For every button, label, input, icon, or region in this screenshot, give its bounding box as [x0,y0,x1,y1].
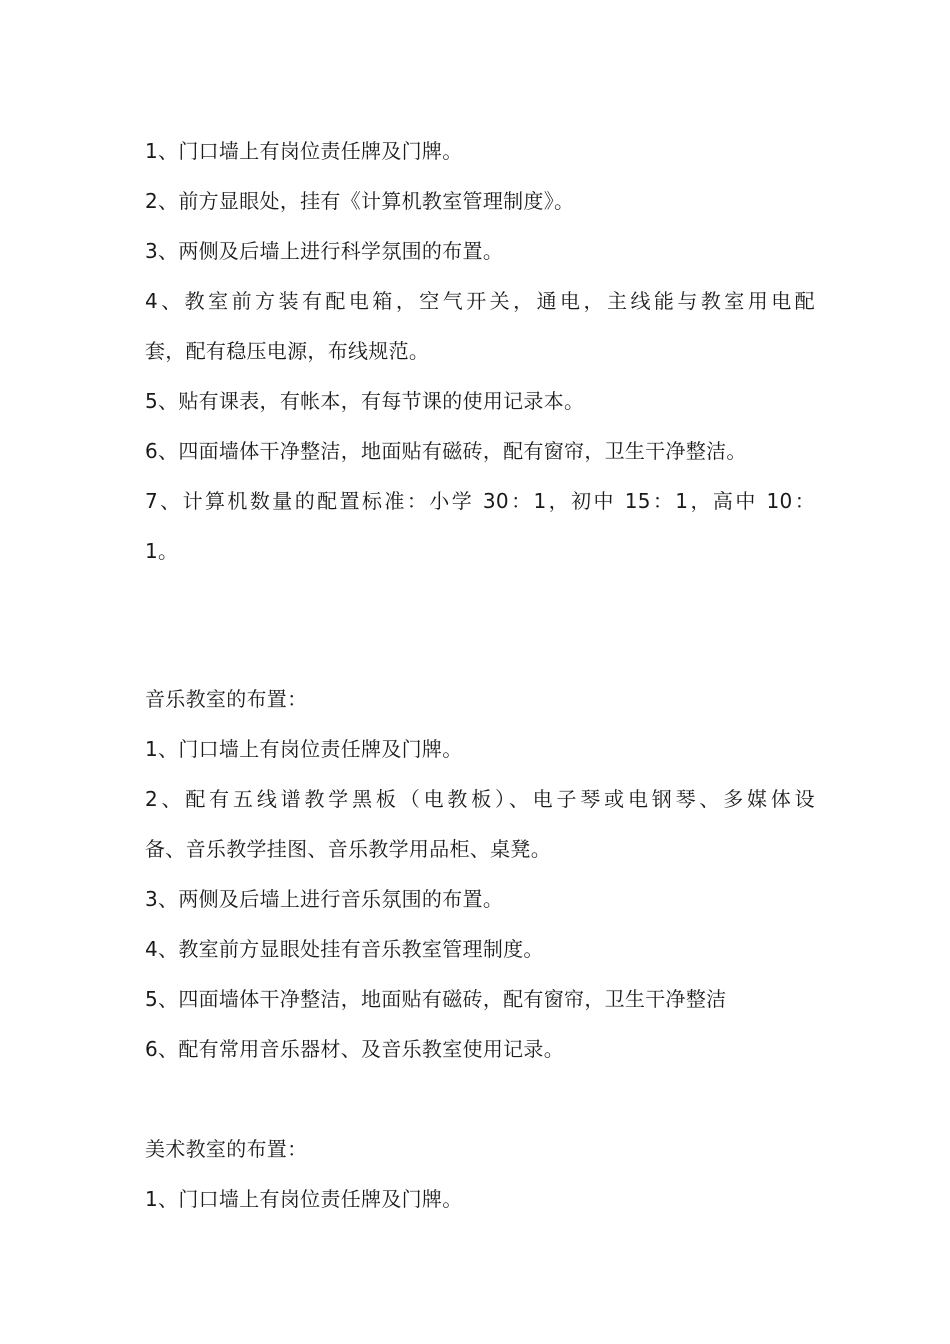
music-room-item-2-line-2: 备、音乐教学挂图、音乐教学用品柜、桌凳。 [145,837,551,861]
art-room-heading: 美术教室的布置： [145,1137,308,1161]
music-room-item-3: 3、两侧及后墙上进行音乐氛围的布置。 [145,887,504,911]
music-room-item-1: 1、门口墙上有岗位责任牌及门牌。 [145,737,463,761]
section-spacer [145,576,815,674]
computer-room-item-6: 6、四面墙体干净整洁，地面贴有磁砖，配有窗帘，卫生干净整洁。 [145,439,747,463]
computer-room-item-2: 2、前方显眼处，挂有《计算机教室管理制度》。 [145,189,575,213]
music-room-item-2-line-1: 2、配有五线谱教学黑板（电教板）、电子琴或电钢琴、多媒体设 [145,787,815,811]
document-body [145,126,815,1224]
music-room-item-4: 4、教室前方显眼处挂有音乐教室管理制度。 [145,937,544,961]
computer-room-section [145,126,815,576]
art-room-section [145,1124,815,1224]
computer-room-item-1: 1、门口墙上有岗位责任牌及门牌。 [145,139,463,163]
computer-room-item-7-line-2: 1。 [145,539,179,563]
music-room-item-5: 5、四面墙体干净整洁，地面贴有磁砖，配有窗帘，卫生干净整洁 [145,987,727,1011]
computer-room-item-5: 5、贴有课表，有帐本，有每节课的使用记录本。 [145,389,585,413]
computer-room-item-4-line-2: 套，配有稳压电源，布线规范。 [145,339,430,363]
music-room-item-6: 6、配有常用音乐器材、及音乐教室使用记录。 [145,1037,565,1061]
computer-room-item-3: 3、两侧及后墙上进行科学氛围的布置。 [145,239,504,263]
section-spacer [145,1074,815,1124]
computer-room-item-7-line-1: 7、计算机数量的配置标准：小学 30：1，初中 15：1，高中 10： [145,489,815,513]
computer-room-item-4-line-1: 4、教室前方装有配电箱，空气开关，通电，主线能与教室用电配 [145,289,815,313]
music-room-heading: 音乐教室的布置： [145,687,308,711]
music-room-section [145,674,815,1074]
art-room-item-1: 1、门口墙上有岗位责任牌及门牌。 [145,1187,463,1211]
